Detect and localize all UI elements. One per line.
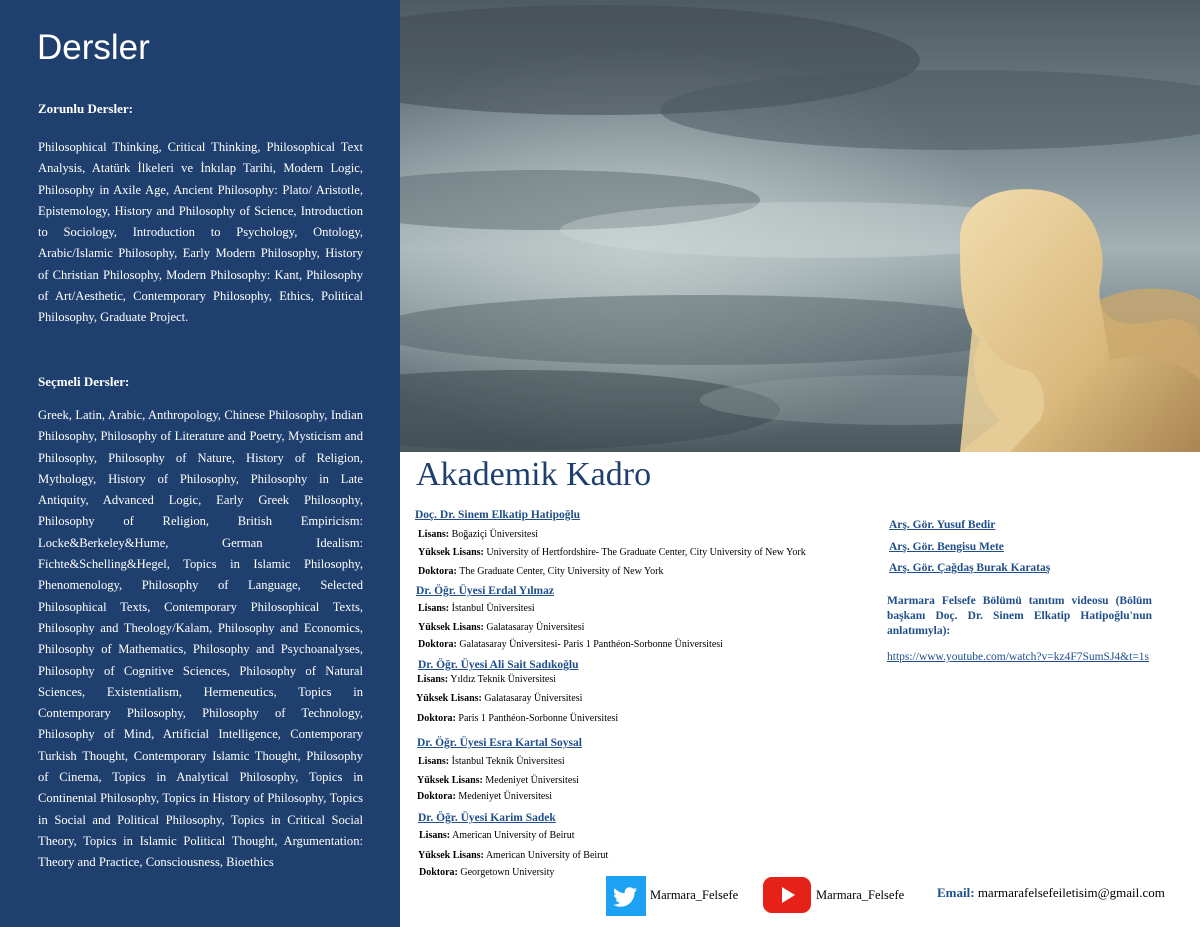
staff-education-row [419,867,554,878]
staff-link-sinem-elkatip-hatipoglu[interactable]: Doç. Dr. Sinem Elkatip Hatipoğlu [415,509,581,521]
courses-panel [0,0,400,927]
email-label: Email: [937,885,975,900]
label-yuksek-lisans: Yüksek Lisans: [418,547,484,558]
label-yuksek-lisans: Yüksek Lisans: [417,775,483,786]
staff-education-row [417,713,618,724]
education-value: Galatasaray Üniversitesi [486,622,585,633]
youtube-play-icon [763,877,811,913]
label-yuksek-lisans: Yüksek Lisans: [418,622,484,633]
label-doktora: Doktora: [417,791,456,802]
required-courses-text: Philosophical Thinking, Critical Thinking, Philosophical Text Analysis, Atatürk İlkeleri ve İnkılap Tarihi, Modern Logic, Philosophy in Axile Age, Ancient Philosophy: Plato/ Aristotle, Epistemology, History and Philosophy of Science, Introduction to Sociology, Introduction to Psychology, Ontology, Arabic/Islamic Philosophy, Early Modern Philosophy, History of Christian Philosophy, Modern Philosophy: Kant, Philosophy of Art/Aesthetic, Contemporary Philosophy, Ethics, Political Philosophy, Graduate Project. [38,140,363,325]
label-doktora: Doktora: [418,566,457,577]
education-value: American University of Beirut [452,830,575,841]
courses-title: Dersler [37,28,150,67]
staff-education-row [418,547,806,558]
promo-video-link[interactable]: https://www.youtube.com/watch?v=kz4F7SumSJ4&t=1s [887,651,1150,663]
staff-link-karim-sadek[interactable]: Dr. Öğr. Üyesi Karim Sadek [418,812,556,824]
label-lisans: Lisans: [418,529,450,540]
label-doktora: Doktora: [418,639,457,650]
promo-video-text: Marmara Felsefe Bölümü tanıtım videosu (Bölüm başkanı Doç. Dr. Sinem Elkatip Hatipoğlu'nun anlatımıyla): [887,595,1152,637]
youtube-handle: Marmara_Felsefe [816,888,905,902]
label-lisans: Lisans: [417,674,449,685]
elective-courses-heading: Seçmeli Dersler: [38,374,130,389]
label-lisans: Lisans: [419,830,451,841]
education-value: Medeniyet Üniversitesi [485,775,579,786]
staff-education-row [416,693,582,704]
label-doktora: Doktora: [417,713,456,724]
staff-link-ali-sait-sadikoglu[interactable]: Dr. Öğr. Üyesi Ali Sait Sadıkoğlu [418,659,579,671]
assistant-link-bengisu-mete[interactable]: Arş. Gör. Bengisu Mete [889,541,1004,553]
label-yuksek-lisans: Yüksek Lisans: [416,693,482,704]
staff-education-row [418,850,608,861]
education-value: University of Hertfordshire- The Graduate Center, City University of New York [486,547,806,558]
education-value: Georgetown University [460,867,555,878]
label-lisans: Lisans: [418,603,450,614]
hero-image-statue [400,0,1200,452]
staff-education-row [418,529,538,540]
youtube-icon[interactable] [763,877,811,913]
education-value: Paris 1 Panthéon-Sorbonne Üniversitesi [458,713,619,724]
email-row [937,885,1165,901]
staff-link-esra-kartal-soysal[interactable]: Dr. Öğr. Üyesi Esra Kartal Soysal [417,737,582,749]
staff-education-row [418,566,664,577]
assistant-link-cagdas-burak-karatas[interactable]: Arş. Gör. Çağdaş Burak Karataş [889,562,1051,574]
staff-education-row [418,603,535,614]
education-value: İstanbul Teknik Üniversitesi [451,756,565,767]
education-value: Galatasaray Üniversitesi- Paris 1 Panthéon-Sorbonne Üniversitesi [459,639,723,650]
twitter-icon[interactable] [606,876,646,916]
education-value: American University of Beirut [485,850,609,861]
education-value: Medeniyet Üniversitesi [458,791,552,802]
twitter-handle: Marmara_Felsefe [650,888,739,902]
staff-education-row [418,639,723,650]
education-value: Yıldız Teknik Üniversitesi [450,674,557,685]
staff-education-row [417,775,579,786]
education-value: Galatasaray Üniversitesi [484,693,583,704]
label-yuksek-lisans: Yüksek Lisans: [418,850,484,861]
education-value: Boğaziçi Üniversitesi [451,529,538,540]
staff-link-erdal-yilmaz[interactable]: Dr. Öğr. Üyesi Erdal Yılmaz [416,585,554,597]
education-value: The Graduate Center, City University of New York [459,566,664,577]
label-lisans: Lisans: [418,756,450,767]
required-courses-heading: Zorunlu Dersler: [38,101,133,116]
staff-education-row [418,756,565,767]
email-address[interactable]: marmarafelsefeiletisim@gmail.com [977,885,1165,900]
education-value: İstanbul Üniversitesi [451,603,535,614]
elective-courses-text: Greek, Latin, Arabic, Anthropology, Chinese Philosophy, Indian Philosophy, Philosophy of Literature and Poetry, Mysticism and Philosophy, Philosophy of Nature, History of Religion, Mythology, History of Philosophy, Philosophy in Late Antiquity, Advanced Logic, Early Greek Philosophy, Philosophy of Religion, British Empiricism: Locke&Berkeley&Hume, German Idealism: Fichte&Schelling&Hegel, Topics in Islamic Philosophy, Phenomenology, Philosophy of Language, Selected Philosophical Texts, Contemporary Philosophical Texts, Philosophy and Theology/Kalam, Philosophy and Economics, Philosophy of Mathematics, Philosophy and Psychoanalyses, Philosophy of Cognitive Sciences, Philosophy of Natural Sciences, Existentialism, Hermeneutics, Topics in Contemporary Philosophy, Philosophy of Technology, Philosophy of Mind, Artificial Intelligence, Contemporary Turkish Thought, Contemporary Islamic Thought, Philosophy of Cinema, Topics in Analytical Philosophy, Topics in Continental Philosophy, Topics in History of Philosophy, Topics in Social and Political Philosophy, Topics in Critical Social Theory, Topics in Islamic Political Thought, Argumentation: Theory and Practice, Consciousness, Bioethics [38,408,363,870]
sky-statue-illustration [400,0,1200,452]
staff-education-row [417,674,556,685]
staff-education-row [417,791,552,802]
twitter-bird-icon [606,876,646,916]
label-doktora: Doktora: [419,867,458,878]
academic-staff-heading: Akademik Kadro [416,456,652,493]
assistant-link-yusuf-bedir[interactable]: Arş. Gör. Yusuf Bedir [889,519,996,531]
staff-education-row [418,622,584,633]
staff-education-row [419,830,575,841]
